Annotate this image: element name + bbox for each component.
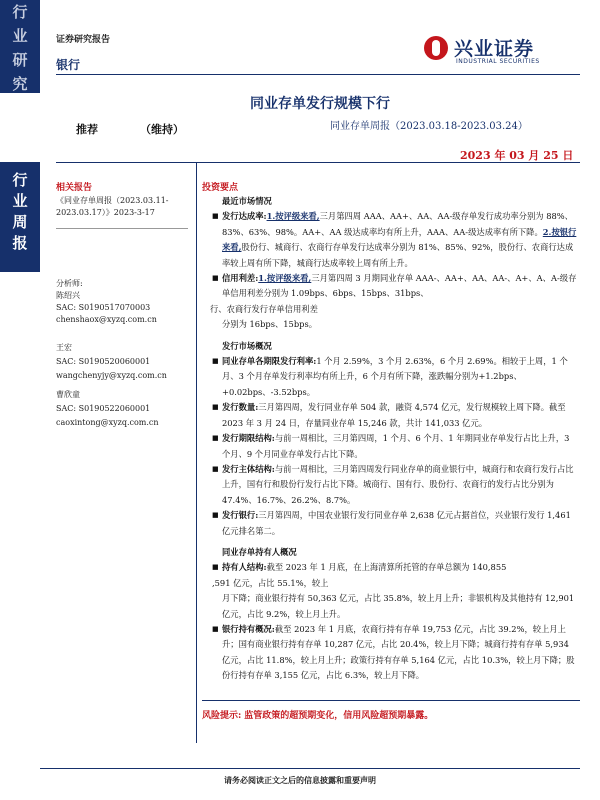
analyst-block [56,278,192,326]
side-char: 业 [12,27,28,45]
analyst-email[interactable]: caoxintong@xyzq.com.cn [56,418,159,427]
left-divider [56,228,188,229]
para-text: 截至 2023 年 1 月底，在上海清算所托管的存单总额为 140,855 [266,562,507,573]
section-holders-heading: 同业存单持有人概况 [222,546,297,557]
para-text: 股份行、城商行、农商行存单发行达成率分别为 81%、85%、92%，股份行、农商行达成率较上周有所下降，城商行达成率较上周有所上升。 [222,242,574,268]
para-label: 发行期限结构: [222,433,275,444]
side-char: 研 [12,51,28,69]
section-issuance-heading: 发行市场概况 [222,340,272,351]
para-text: 三月第四周 AAA、AA+、AA、AA-级存单发行成功率分别为 88%、83%、63%、98%。AA+、AA 级达成率均有所上升，AAA、AA-级达成率有所下降。 [222,211,573,237]
para-label: 发行达成率: [222,211,267,222]
para-issuing-banks [222,508,577,539]
report-title: 同业存单发行规模下行 [250,96,390,112]
side-char: 周 [12,213,28,231]
para-text: 与前一周相比，三月第四周，1 个月、6 个月、1 年期同业存单发行占比上升，3 个月、9 个月同业存单发行占比下降。 [222,433,570,459]
analyst-email[interactable]: wangchenyjy@xyzq.com.cn [56,371,167,380]
para-text: 三月第四周，发行同业存单 504 款，融资 4,574 亿元，发行规模较上周下降。截至 2023 年 3 月 24 日，存量同业存单 15,246 款，共计 141,033 亿元。 [222,402,566,428]
side-tag-industry-weekly [0,162,40,272]
column-divider [196,163,197,743]
analyst-email[interactable]: chenshaox@xyzq.com.cn [56,315,157,324]
footer-divider [40,768,580,769]
analyst-block [56,340,192,382]
analyst-sac: SAC: S0190517070003 [56,303,151,312]
side-char: 业 [12,192,28,210]
para-term-structure [222,431,577,462]
para-text: 1 个月 2.59%，3 个月 2.63%，6 个月 2.69%。相较于上周，1 个月、3 个月存单发行利率均有所上升，6 个月有所下降，涨跌幅分别为+1.2bps、+0.02bps、-3.52bps。 [222,356,568,397]
logo-name-cn: 兴业证券 [454,38,535,60]
para-text-line: ,591 亿元，占比 55.1%，较上 [212,577,329,588]
para-text-line: 月下降；商业银行持有 50,363 亿元，占比 35.8%，较上月上升；非银机构及其他持有 12,901 亿元，占比 9.2%，较上月上升。 [222,593,575,619]
para-emphasis: 1.按评级来看, [266,211,320,222]
para-emphasis: 1.按评级来看, [258,273,312,284]
para-issuer-structure [222,462,577,508]
side-char: 报 [12,234,28,252]
para-emphasis: 2.按银行来看, [222,226,577,253]
para-text: 三月第四周，中国农业银行发行同业存单 2,638 亿元占据首位，兴业银行发行 1,461 亿元排名第二。 [222,510,571,536]
analyst-role: 分析师: [56,279,83,288]
footer-disclaimer: 请务必阅读正文之后的信息披露和重要声明 [224,776,376,785]
header-divider [56,74,580,75]
para-text: 三月第四周 3 月期同业存单 AAA-、AA+、AA、AA-、A+、A、A-级存单信用利差分别为 1.09bps、6bps、15bps、31bps、 [222,273,577,299]
para-issuance-rate [222,209,577,271]
related-reports-heading: 相关报告 [56,183,93,193]
company-logo [424,36,574,70]
para-label: 同业存单各期限发行利率: [222,356,317,367]
rating: 推荐 [76,123,98,136]
section-market-heading: 最近市场情况 [222,196,272,206]
para-label: 发行数量: [222,402,259,413]
analyst-name: 曹欣童 [56,390,80,399]
para-text: 与前一周相比，三月第四周发行同业存单的商业银行中，城商行和农商行发行占比上升，国有行和股份行发行占比下降。城商行、国有行、股份行、农商行的发行占比分别为 47.4%、16.7%、26.2%、8.7%。 [222,463,574,505]
para-label: 银行持有概况: [222,623,275,634]
analyst-block [56,387,192,429]
analyst-sac: SAC: S0190522060001 [56,404,151,413]
side-tag-industry-research [0,0,40,93]
side-char: 行 [12,3,28,21]
para-label: 发行主体结构: [222,463,275,474]
analyst-name: 陈绍兴 [56,291,80,300]
analyst-name: 王宏 [56,343,72,352]
logo-mark-icon [424,36,448,60]
report-date: 2023 年 03 月 25 日 [460,149,574,162]
analyst-sac: SAC: S0190520060001 [56,357,151,366]
risk-warning [202,708,433,721]
main-body [210,194,577,684]
logo-name-en: INDUSTRIAL SECURITIES [456,58,540,65]
para-label: 信用利差: [222,273,259,284]
para-holder-structure [222,560,577,575]
para-text: 截至 2023 年 1 月底，农商行持有存单 19,753 亿元，占比 39.2%，较上月上升；国有商业银行持有存单 10,287 亿元，占比 20.4%，较上月下降；城商行持有存单 5,934 亿元，占比 11.8%，较上月上升；政策行持有存单 5,164 亿元，占比 10.3%，较上月下降；股份行持有存单 3,155 亿元，占比 6.3%，较上月下降。 [222,623,575,681]
risk-text: 监管政策的超预期变化，信用风险超预期暴露。 [244,711,434,721]
para-issuance-count [222,400,577,431]
investment-points-heading: 投资要点 [202,183,239,193]
side-char: 行 [12,171,28,189]
para-label: 持有人结构: [222,562,267,573]
date-divider [56,162,580,163]
risk-label: 风险提示: [202,711,242,721]
report-kind: 证券研究报告 [56,35,111,45]
para-text-line: 分别为 16bps、15bps。 [222,319,317,330]
para-term-rates [222,354,577,400]
risk-divider [202,700,580,701]
para-bank-holdings [222,622,577,684]
related-report-link[interactable]: 《同业存单周报（2023.03.11-2023.03.17）》2023-3-17 [56,196,169,217]
para-credit-spread [222,271,577,302]
side-char: 究 [12,75,28,93]
para-label: 发行银行: [222,510,259,521]
rating-note: （维持） [140,123,184,136]
report-subtitle: 同业存单周报（2023.03.18-2023.03.24） [330,121,528,132]
para-text-line: 行、农商行发行存单信用利差 [210,303,318,314]
industry-label: 银行 [56,58,81,72]
